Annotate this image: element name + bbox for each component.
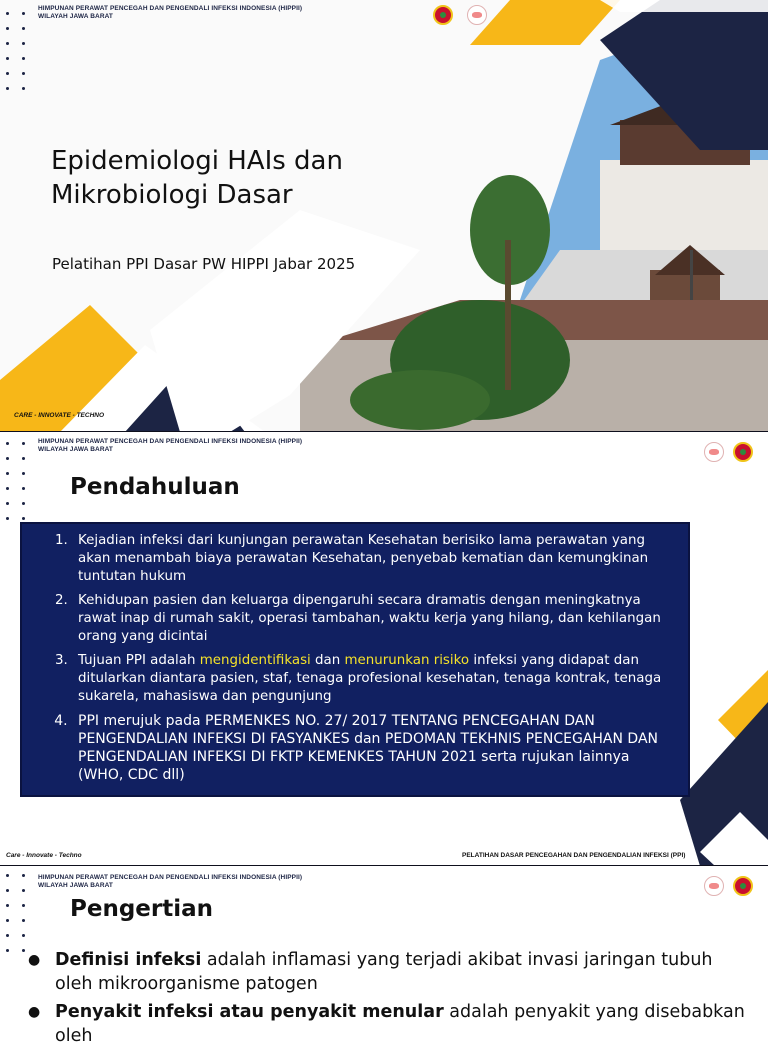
list-item <box>72 592 672 646</box>
title-line-1: Epidemiologi HAIs dan <box>51 146 343 176</box>
bullet-1-text: adalah inflamasi yang terjadi akibat invasi jaringan tubuh oleh mikroorganisme patogen <box>55 950 713 994</box>
bullet-2-text: adalah penyakit yang disebabkan oleh <box>55 1002 745 1046</box>
org-name: HIMPUNAN PERAWAT PENCEGAH DAN PENGENDALI INFEKSI INDONESIA (HIPPII) <box>38 5 303 12</box>
list-item <box>28 1000 748 1048</box>
jabar-logo <box>704 876 724 896</box>
title-line-2: Mikrobiologi Dasar <box>51 180 293 210</box>
item-1-text: Kejadian infeksi dari kunjungan perawatan Kesehatan berisiko lama perawatan yang akan menambah biaya perawatan Kesehatan, penyebab kematian dan kemungkinan tuntutan hukum <box>78 533 649 584</box>
item-3-highlight-1: mengidentifikasi <box>199 653 311 668</box>
slide-heading: Pendahuluan <box>70 474 240 500</box>
org-name: HIMPUNAN PERAWAT PENCEGAH DAN PENGENDALI INFEKSI INDONESIA (HIPPII) <box>38 874 303 881</box>
jabar-logo <box>467 5 487 25</box>
dot-grid <box>6 442 25 532</box>
slide-subtitle: Pelatihan PPI Dasar PW HIPPI Jabar 2025 <box>52 255 356 273</box>
slide-pengertian <box>0 866 768 1046</box>
list-item <box>72 532 672 586</box>
org-name: HIMPUNAN PERAWAT PENCEGAH DAN PENGENDALI INFEKSI INDONESIA (HIPPII) <box>38 438 303 445</box>
bullet-1-term: Definisi infeksi <box>55 950 202 970</box>
definition-list <box>28 948 748 1052</box>
slide1-decoration <box>0 0 768 432</box>
intro-list <box>22 524 688 784</box>
intro-box <box>20 522 690 797</box>
hippii-logo <box>733 876 753 896</box>
org-header <box>38 438 302 454</box>
tagline: CARE - INNOVATE - TECHNO <box>14 412 105 419</box>
item-3-text-a: Tujuan PPI adalah <box>78 653 200 668</box>
org-header <box>38 5 302 21</box>
item-3-text-c: infeksi yang didapat dan ditularkan diantara pasien, staf, tenaga profesional kesehatan, tenaga kontrak, tenaga sukarela, mahasiswa dan pengunjung <box>78 653 662 704</box>
yellow-band <box>470 0 620 45</box>
item-3-highlight-2: menurunkan risiko <box>344 653 470 668</box>
dot-grid <box>6 874 25 964</box>
list-item <box>28 948 748 996</box>
list-item <box>72 652 672 706</box>
jabar-logo <box>704 442 724 462</box>
footer-tagline: Care - Innovate - Techno <box>6 852 82 859</box>
bullet-2-term: Penyakit infeksi atau penyakit menular <box>55 1002 444 1022</box>
list-item <box>72 712 672 784</box>
hippii-logo <box>433 5 453 25</box>
org-header <box>38 874 302 890</box>
slide-heading: Pengertian <box>70 896 214 922</box>
org-region: WILAYAH JAWA BARAT <box>38 446 113 453</box>
item-3-text-b: dan <box>310 653 345 668</box>
item-2-text: Kehidupan pasien dan keluarga dipengaruhi secara dramatis dengan meningkatnya rawat inap di rumah sakit, operasi tambahan, waktu kerja yang hilang, dan kehilangan orang yang dicintai <box>78 593 661 644</box>
slide-title <box>0 0 768 432</box>
item-4-text: PPI merujuk pada PERMENKES NO. 27/ 2017 TENTANG PENCEGAHAN DAN PENGENDALIAN INFEKSI DI FASYANKES dan PEDOMAN TEKHNIS PENCEGAHAN DAN PENGENDALIAN INFEKSI DI FKTP KEMENKES TAHUN 2021 serta rujukan lainnya (WHO, CDC dll) <box>78 713 659 783</box>
slide-pendahuluan <box>0 432 768 866</box>
org-region: WILAYAH JAWA BARAT <box>38 13 113 20</box>
footer-title: PELATIHAN DASAR PENCEGAHAN DAN PENGENDALIAN INFEKSI (PPI) <box>462 852 686 859</box>
slide-title-text <box>51 144 343 212</box>
dot-grid <box>6 12 25 102</box>
hippii-logo <box>733 442 753 462</box>
org-region: WILAYAH JAWA BARAT <box>38 882 113 889</box>
